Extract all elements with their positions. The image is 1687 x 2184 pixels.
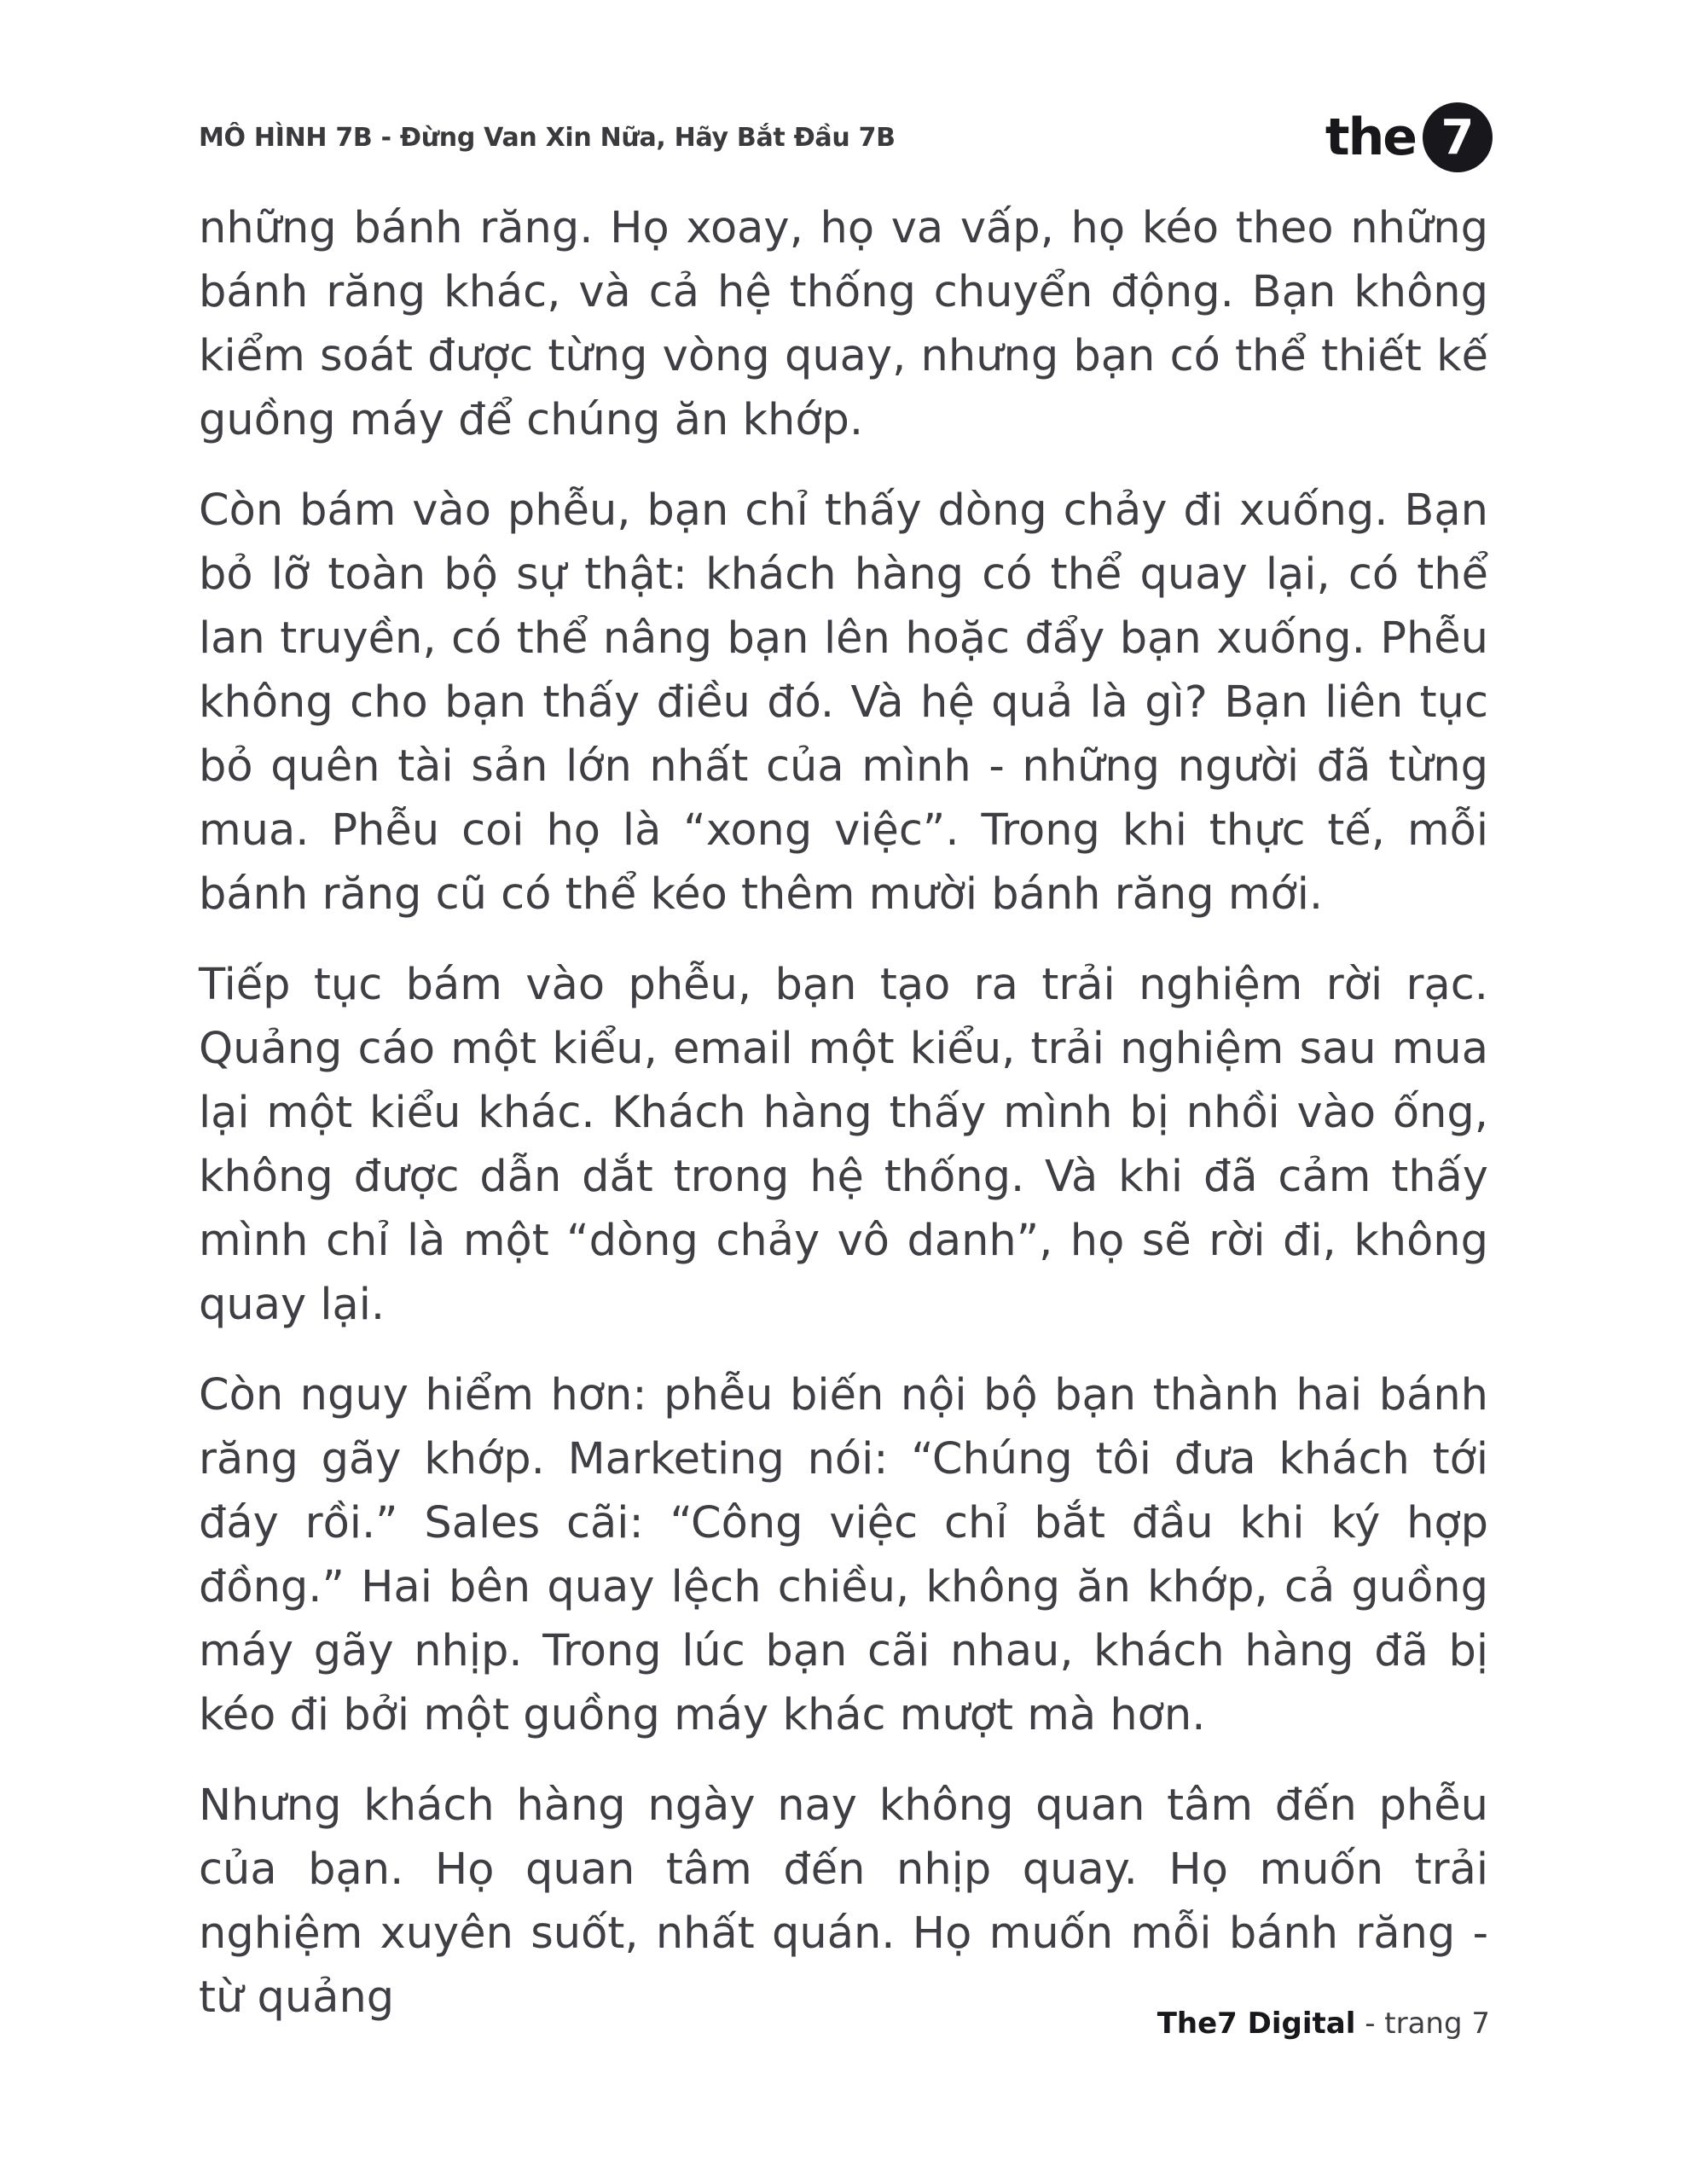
- page-footer: [1157, 2007, 1490, 2041]
- paragraph-3: Tiếp tục bám vào phễu, bạn tạo ra trải nghiệm rời rạc. Quảng cáo một kiểu, email một kiểu, trải nghiệm sau mua lại một kiểu khác. Khách hàng thấy mình bị nhồi vào ống, không được dẫn dắt trong hệ thống. Và khi đã cảm thấy mình chỉ là một “dòng chảy vô danh”, họ sẽ rời đi, không quay lại.: [199, 960, 1488, 1330]
- logo-seven-digit: 7: [1441, 110, 1475, 166]
- page-header: [199, 101, 1493, 174]
- paragraph-1: những bánh răng. Họ xoay, họ va vấp, họ kéo theo những bánh răng khác, và cả hệ thống chuyển động. Bạn không kiểm soát được từng vòng quay, nhưng bạn có thể thiết kế guồng máy để chúng ăn khớp.: [199, 203, 1488, 445]
- footer-brand: The7 Digital: [1157, 2007, 1356, 2041]
- paragraph-4: Còn nguy hiểm hơn: phễu biến nội bộ bạn thành hai bánh răng gãy khớp. Marketing nói: “Chúng tôi đưa khách tới đáy rồi.” Sales cãi: “Công việc chỉ bắt đầu khi ký hợp đồng.” Hai bên quay lệch chiều, không ăn khớp, cả guồng máy gãy nhịp. Trong lúc bạn cãi nhau, khách hàng đã bị kéo đi bởi một guồng máy khác mượt mà hơn.: [199, 1370, 1488, 1740]
- running-head-title: MÔ HÌNH 7B - Đừng Van Xin Nữa, Hãy Bắt Đầu 7B: [199, 122, 896, 153]
- logo-wordmark: the: [1325, 107, 1416, 167]
- paragraph-5: Nhưng khách hàng ngày nay không quan tâm đến phễu của bạn. Họ quan tâm đến nhịp quay. Họ muốn trải nghiệm xuyên suốt, nhất quán. Họ muốn mỗi bánh răng - từ quảng: [199, 1780, 1488, 2023]
- the7-logo: [1325, 102, 1493, 172]
- paragraph-2: Còn bám vào phễu, bạn chỉ thấy dòng chảy đi xuống. Bạn bỏ lỡ toàn bộ sự thật: khách hàng có thể quay lại, có thể lan truyền, có thể nâng bạn lên hoặc đẩy bạn xuống. Phễu không cho bạn thấy điều đó. Và hệ quả là gì? Bạn liên tục bỏ quên tài sản lớn nhất của mình - những người đã từng mua. Phễu coi họ là “xong việc”. Trong khi thực tế, mỗi bánh răng cũ có thể kéo thêm mười bánh răng mới.: [199, 485, 1488, 920]
- logo-seven-badge: [1423, 102, 1493, 172]
- page-body: [199, 196, 1488, 2056]
- footer-page-number: - trang 7: [1355, 2007, 1490, 2041]
